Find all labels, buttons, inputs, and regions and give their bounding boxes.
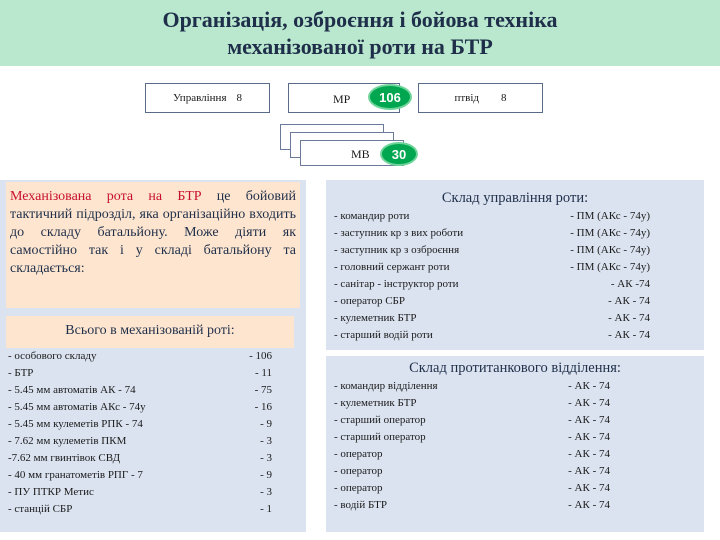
- list-item: -7.62 мм гвинтівок СВД - 3: [8, 452, 272, 464]
- management-list: [334, 208, 650, 344]
- mv-label: МВ: [351, 147, 370, 161]
- list-item: - оператор - АК - 74: [334, 465, 610, 477]
- list-item: - оператор - АК - 74: [334, 448, 610, 460]
- title-line-1: Організація, озброєння і бойова техніка: [162, 7, 558, 32]
- title-line-2: механізованої роти на БТР: [227, 34, 493, 59]
- management-label: Управління: [172, 92, 227, 104]
- mr-label: МР: [333, 92, 351, 106]
- list-item: - командир відділення - АК - 74: [334, 380, 610, 392]
- list-item: - 5.45 мм автоматів АКс - 74у - 16: [8, 401, 272, 413]
- list-item: - головний сержант роти - ПМ (АКс - 74у): [334, 261, 650, 273]
- list-item: - особового складу - 106: [8, 350, 272, 362]
- list-item: - 5.45 мм автоматів АК - 74 - 75: [8, 384, 272, 396]
- management-heading: Склад управління роти:: [441, 190, 589, 206]
- list-item: - командир роти - ПМ (АКс - 74у): [334, 210, 650, 222]
- org-ptvid-box: [418, 83, 543, 113]
- antitank-heading: Склад протитанкового відділення:: [409, 360, 621, 376]
- mv-count-oval: [380, 142, 418, 166]
- list-item: - 40 мм гранатометів РПГ - 7 - 9: [8, 469, 272, 481]
- list-item: - старший водій роти - АК - 74: [334, 329, 650, 341]
- list-item: - кулеметник БТР - АК - 74: [334, 312, 650, 324]
- mv-count: 30: [391, 146, 407, 162]
- list-item: - ПУ ПТКР Метис - 3: [8, 486, 272, 498]
- total-list: [8, 348, 272, 518]
- list-item: - оператор - АК - 74: [334, 482, 610, 494]
- list-item: - санітар - інструктор роти - АК -74: [334, 278, 650, 290]
- list-item: - водій БТР - АК - 74: [334, 499, 610, 511]
- list-item: - станцій СБР - 1: [8, 503, 272, 515]
- ptvid-count: 8: [501, 92, 507, 104]
- ptvid-label: птвід: [454, 92, 480, 104]
- list-item: - заступник кр з озброєння - ПМ (АКс - 74у): [334, 244, 650, 256]
- antitank-list: [334, 378, 610, 514]
- list-item: - оператор СБР - АК - 74: [334, 295, 650, 307]
- list-item: - заступник кр з вих роботи - ПМ (АКс - 74у): [334, 227, 650, 239]
- list-item: - 5.45 мм кулеметів РПК - 74 - 9: [8, 418, 272, 430]
- list-item: - 7.62 мм кулеметів ПКМ - 3: [8, 435, 272, 447]
- list-item: - старший оператор - АК - 74: [334, 414, 610, 426]
- description-text: [10, 188, 296, 278]
- mr-count-oval: [368, 84, 412, 110]
- list-item: - кулеметник БТР - АК - 74: [334, 397, 610, 409]
- list-item: - старший оператор - АК - 74: [334, 431, 610, 443]
- description-lead: Механізована рота на БТР: [10, 189, 202, 204]
- description-rest: це бойовий тактичний підрозділ, яка організаційно входить до складу батальйону. Може діяти як самостійно так і у складі батальйону та складається:: [10, 189, 296, 276]
- list-item: - БТР - 11: [8, 367, 272, 379]
- page-title: [0, 6, 720, 60]
- mr-count: 106: [379, 89, 401, 105]
- total-heading: Всього в механізованій роті:: [65, 323, 235, 338]
- management-count: 8: [236, 92, 243, 104]
- org-management-box: [145, 83, 270, 113]
